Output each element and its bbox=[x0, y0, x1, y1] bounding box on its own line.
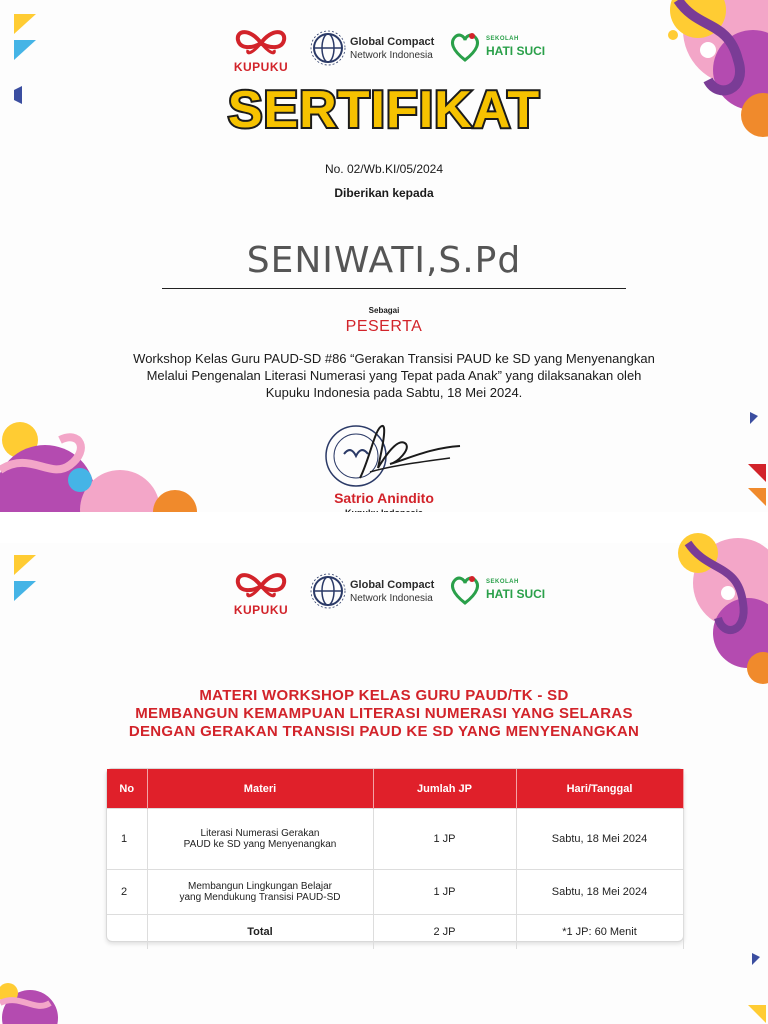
kupuku-logo bbox=[230, 569, 292, 617]
materi-table bbox=[106, 768, 684, 942]
butterfly-icon bbox=[230, 26, 292, 60]
table-row bbox=[107, 870, 683, 915]
hati-suci-school-label: SEKOLAH bbox=[486, 36, 519, 42]
flag-decoration-right bbox=[744, 943, 768, 1024]
certificate-title: SERTIFIKAT bbox=[227, 81, 541, 139]
row-materi bbox=[147, 809, 373, 870]
total-no-cell bbox=[107, 915, 147, 950]
row-materi-line-1: Literasi Numerasi Gerakan bbox=[200, 828, 320, 839]
heart-icon bbox=[448, 573, 482, 607]
row-jp: 1 JP bbox=[373, 809, 516, 870]
corner-decoration-bottom-left bbox=[0, 963, 70, 1024]
row-materi-line-1: Membangun Lingkungan Belajar bbox=[188, 881, 332, 892]
header-hari-tanggal: Hari/Tanggal bbox=[516, 769, 683, 809]
row-date: Sabtu, 18 Mei 2024 bbox=[516, 809, 683, 870]
hati-suci-logo bbox=[448, 30, 558, 70]
header-materi: Materi bbox=[147, 769, 373, 809]
total-label: Total bbox=[147, 915, 373, 950]
as-label: Sebagai bbox=[368, 306, 400, 315]
recipient-name: SENIWATI,S.Pd bbox=[246, 240, 522, 281]
butterfly-icon bbox=[230, 569, 292, 603]
hati-suci-logo bbox=[448, 573, 558, 613]
flag-decoration-left bbox=[14, 555, 38, 605]
global-compact-subtitle: Network Indonesia bbox=[350, 50, 433, 61]
given-to-label: Diberikan kepada bbox=[334, 186, 434, 200]
globe-icon bbox=[310, 30, 346, 66]
table-header-row bbox=[107, 769, 683, 809]
materi-title-line-3: DENGAN GERAKAN TRANSISI PAUD KE SD YANG MENYENANGKAN bbox=[128, 723, 640, 740]
materi-title-line-2: MEMBANGUN KEMAMPUAN LITERASI NUMERASI YANG SELARAS bbox=[135, 705, 633, 722]
kupuku-wordmark: KUPUKU bbox=[233, 60, 289, 74]
row-date: Sabtu, 18 Mei 2024 bbox=[516, 870, 683, 915]
heart-icon bbox=[448, 30, 482, 64]
hati-suci-name: HATI SUCI bbox=[486, 44, 546, 58]
signature-and-stamp bbox=[320, 418, 470, 494]
global-compact-subtitle: Network Indonesia bbox=[350, 593, 433, 604]
description-line-3: Kupuku Indonesia pada Sabtu, 18 Mei 2024. bbox=[265, 385, 523, 400]
hati-suci-school-label: SEKOLAH bbox=[486, 579, 519, 585]
global-compact-logo bbox=[310, 30, 435, 70]
materi-page bbox=[0, 543, 768, 1024]
row-materi-line-2: PAUD ke SD yang Menyenangkan bbox=[183, 839, 337, 850]
kupuku-logo bbox=[230, 26, 292, 74]
table-row bbox=[107, 809, 683, 870]
materi-title-line-1: MATERI WORKSHOP KELAS GURU PAUD/TK - SD bbox=[199, 687, 569, 704]
corner-decoration-top-right bbox=[638, 543, 768, 673]
global-compact-title: Global Compact bbox=[350, 579, 435, 591]
name-underline bbox=[162, 288, 626, 289]
materi-title bbox=[0, 687, 768, 741]
description-line-1: Workshop Kelas Guru PAUD-SD #86 “Gerakan Transisi PAUD ke SD yang Menyenangkan bbox=[133, 351, 655, 366]
description-line-2: Melalui Pengenalan Literasi Numerasi yang Tepat pada Anak” yang dilaksanakan oleh bbox=[146, 368, 642, 383]
total-note: *1 JP: 60 Menit bbox=[516, 915, 683, 950]
row-no: 2 bbox=[107, 870, 147, 915]
header-no: No bbox=[107, 769, 147, 809]
page-gap bbox=[0, 512, 768, 543]
global-compact-logo bbox=[310, 573, 435, 613]
global-compact-title: Global Compact bbox=[350, 36, 435, 48]
table-total-row bbox=[107, 915, 683, 950]
total-jp: 2 JP bbox=[373, 915, 516, 950]
kupuku-wordmark: KUPUKU bbox=[233, 603, 289, 617]
row-jp: 1 JP bbox=[373, 870, 516, 915]
row-materi-line-2: yang Mendukung Transisi PAUD-SD bbox=[179, 892, 341, 903]
certificate-description bbox=[100, 350, 688, 401]
row-materi bbox=[147, 870, 373, 915]
hati-suci-name: HATI SUCI bbox=[486, 587, 546, 601]
globe-icon bbox=[310, 573, 346, 609]
row-no: 1 bbox=[107, 809, 147, 870]
partner-logos bbox=[230, 22, 560, 76]
certificate-number: No. 02/Wb.KI/05/2024 bbox=[324, 162, 444, 176]
role-label: PESERTA bbox=[345, 318, 423, 335]
signer-name: Satrio Anindito bbox=[334, 490, 434, 506]
partner-logos bbox=[230, 565, 560, 619]
header-jumlah-jp: Jumlah JP bbox=[373, 769, 516, 809]
